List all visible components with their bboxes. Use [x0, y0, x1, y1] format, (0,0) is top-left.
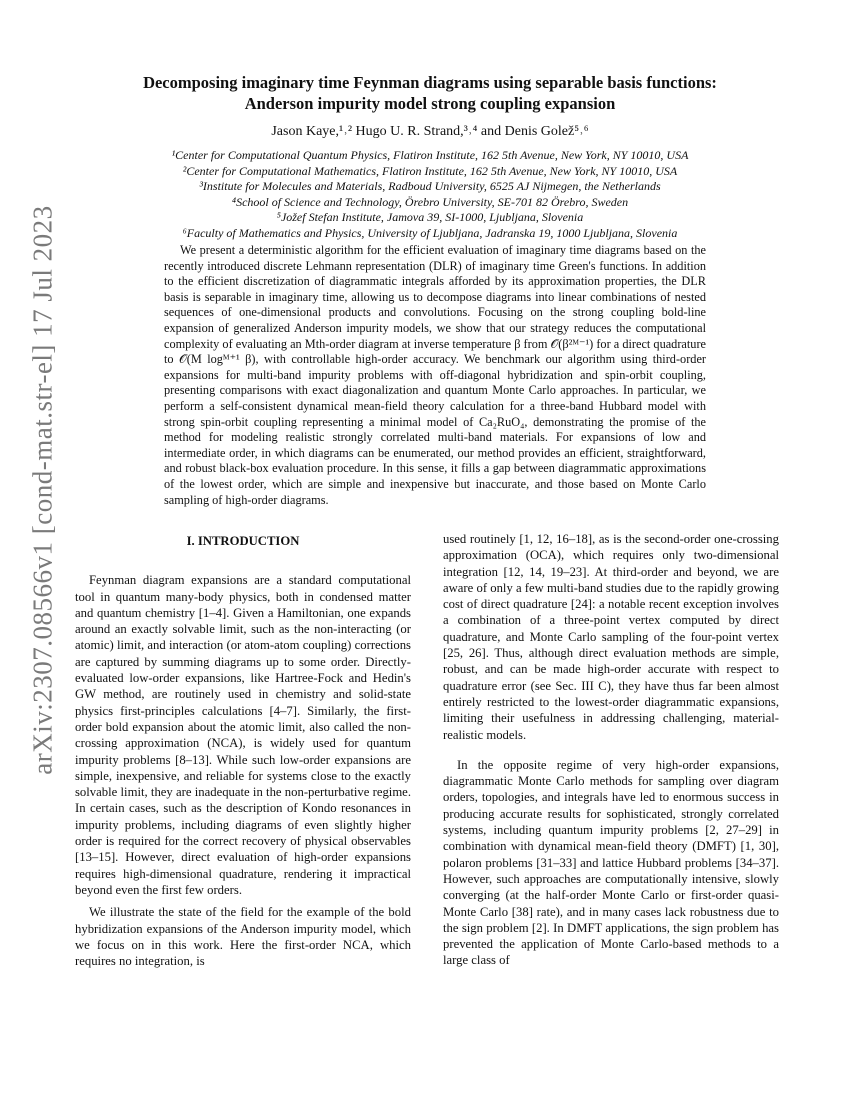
paper-title: [80, 72, 780, 114]
affiliation-4: ⁴School of Science and Technology, Örebro University, SE-701 82 Örebro, Sweden: [231, 194, 629, 209]
author-list: Jason Kaye,¹˒² Hugo U. R. Strand,³˒⁴ and Denis Golež⁵˒⁶: [271, 124, 589, 139]
affiliation-2: ²Center for Computational Mathematics, Flatiron Institute, 162 5th Avenue, New York, NY 10010, USA: [182, 163, 678, 178]
affiliation-1: ¹Center for Computational Quantum Physics, Flatiron Institute, 162 5th Avenue, New York, NY 10010, USA: [171, 148, 689, 162]
intro-paragraph-2: We illustrate the state of the field for the example of the bold hybridization expansions of the Anderson impurity model, which we focus on in this work. Here the first-order NCA, which requires no integration, is: [75, 905, 411, 969]
arxiv-stamp: [18, 205, 68, 775]
title-line-2: Anderson impurity model strong coupling expansion: [244, 94, 616, 113]
abstract: We present a deterministic algorithm for the efficient evaluation of imaginary time diagrams based on the recently introduced discrete Lehmann representation (DLR) of imaginary time Green's functions. In addition to the efficient discretization of diagrammatic integrals afforded by its approximation properties, the DLR basis is separable in imaginary time, allowing us to decompose diagrams into linear combinations of nested sequences of one-dimensional products and convolutions. Focusing on the strong coupling bold-line expansion of generalized Anderson impurity models, we show that our strategy reduces the computational complexity of evaluating an Mth-order diagram at inverse temperature β from 𝒪(β²ᴹ⁻¹) for a direct quadrature to 𝒪(M logᴹ⁺¹ β), with controllable high-order accuracy. We benchmark our algorithm using third-order expansions for multi-band impurity problems with off-diagonal hybridization and spin-orbit coupling, presenting comparisons with exact diagonalization and quantum Monte Carlo approaches. In particular, we perform a self-consistent dynamical mean-field theory calculation for a three-band Hubbard model with strong spin-orbit coupling representing a minimal model of Ca₂RuO₄, demonstrating the promise of the method for modeling realistic strongly correlated multi-band materials. For expansions of low and intermediate order, in which diagrams can be enumerated, our method provides an efficient, straightforward, and robust black-box evaluation procedure. In this sense, it fills a gap between diagrammatic approximations of the lowest order, which are simple and inexpensive but inaccurate, and those based on Monte Carlo sampling of high-order diagrams.: [164, 243, 706, 507]
affiliation-3: ³Institute for Molecules and Materials, Radboud University, 6525 AJ Nijmegen, the Netherlands: [199, 179, 661, 194]
intro-paragraph-1: Feynman diagram expansions are a standard computational tool in quantum many-body physics, both in condensed matter and quantum chemistry [1–4]. Given a Hamiltonian, one expands around an exactly solvable limit, such as the non-interacting (or atomic) limit, and interaction (or atom-atom coupling) corrections are captured by summing diagrams up to some order. Directly-evaluated low-order expansions, like Hartree-Fock and Hedin's GW method, are routinely used in chemistry and solid-state physics first-principles calculations [4–7]. Similarly, the first-order bold expansion about the atomic limit, also called the non-crossing approximation (NCA), is widely used for quantum impurity problems [8–13]. While such low-order expansions are simple, inexpensive, and reliable for systems close to the exactly solvable limit, they are inadequate in the non-perturbative regime. In certain cases, such as the description of Kondo resonances in impurity problems, including diagrams of even slightly higher order is required for the correct recovery of physical observables [13–15]. However, direct evaluation of high-order expansions requires high-dimensional quadrature, rendering it impractical beyond even the first few orders.: [75, 573, 411, 897]
intro-paragraph-3: In the opposite regime of very high-order expansions, diagrammatic Monte Carlo methods for sampling over diagram orders, topologies, and integrals have led to enormous success in producing accurate results for sophisticated, strongly correlated systems, including quantum impurity problems [2, 27–29] in combination with dynamical mean-field theory (DMFT) [1, 30], polaron problems [31–33] and lattice Hubbard problems [34–37]. However, such approaches are computationally intensive, slowly converging (at the half-order Monte Carlo or first-order quasi-Monte Carlo [38] rate), and in many cases lack robustness due to the sign problem [2]. In DMFT applications, the sign problem has prevented the application of Monte Carlo-based methods to a large class of: [443, 757, 779, 968]
affiliation-5: ⁵Jožef Stefan Institute, Jamova 39, SI-1000, Ljubljana, Slovenia: [276, 210, 584, 225]
arxiv-stamp-text: arXiv:2307.08566v1 [cond-mat.str-el] 17 Jul 2023: [27, 205, 58, 775]
right-column: [443, 531, 779, 969]
left-column: [75, 533, 411, 969]
affiliation-6: ⁶Faculty of Mathematics and Physics, University of Ljubljana, Jadranska 19, 1000 Ljubljana, Slovenia: [182, 225, 678, 240]
affiliation-list: [80, 148, 780, 242]
intro-paragraph-2-continued: used routinely [1, 12, 16–18], as is the second-order one-crossing approximation (OCA), which requires only two-dimensional integration [12, 14, 19–23]. At third-order and beyond, we are aware of only a few multi-band studies due to the rapidly growing cost of direct quadrature [24]: a notable recent exception involves a combination of a three-point vertex computed by direct quadrature, and Monte Carlo sampling of the four-point vertex [25, 26]. Thus, although direct evaluation methods are simple, robust, and can be made high-order accurate with respect to quadrature error (see Sec. III C), they have thus far been almost entirely restricted to the lowest-order diagrammatic expansions, limiting their usefulness in addressing challenging, material-realistic models.: [443, 532, 779, 742]
title-line-1: Decomposing imaginary time Feynman diagrams using separable basis functions:: [143, 73, 717, 92]
section-heading-introduction: I. INTRODUCTION: [186, 534, 300, 548]
